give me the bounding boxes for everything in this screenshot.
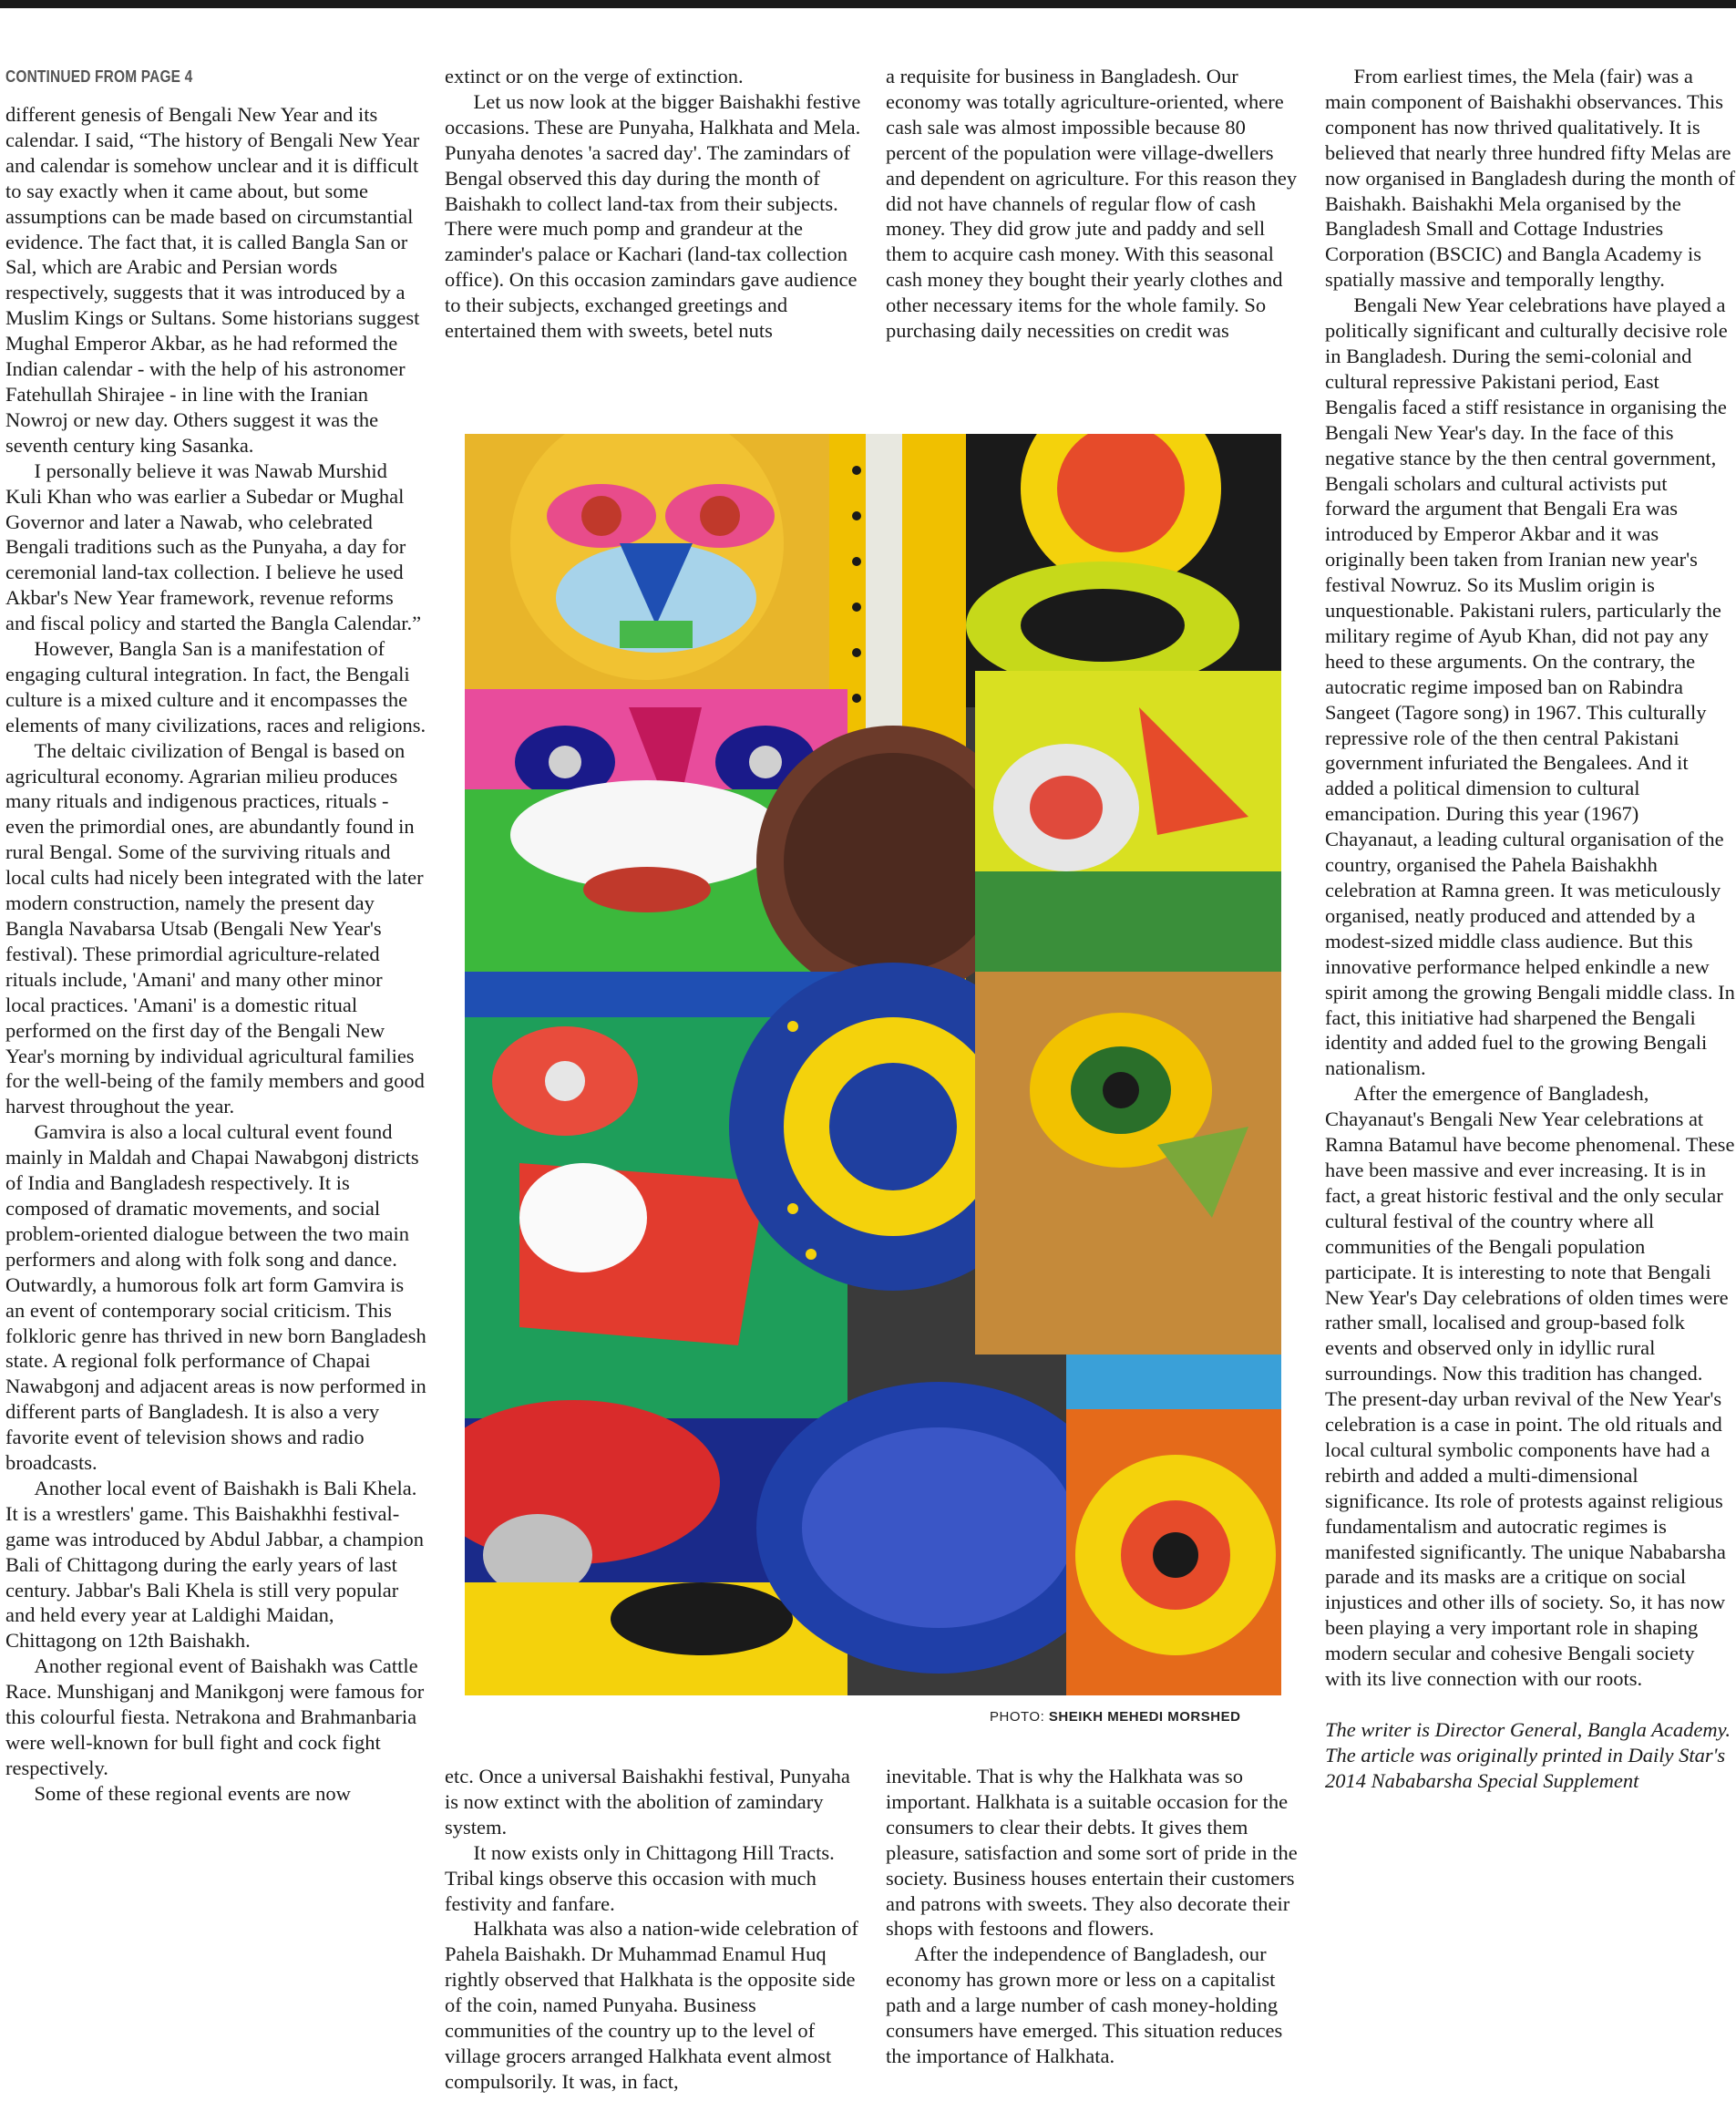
byline-line: The article was originally printed in Daily Star's 2014 Nababarsha Special Supplement bbox=[1325, 1743, 1726, 1792]
article-column-4 bbox=[1325, 64, 1736, 2122]
paragraph: After the independence of Bangladesh, our economy has grown more or less on a capitalist path and a large number of cash money-holding consumers have emerged. This situation reduces the importance of Halkhata. bbox=[886, 1942, 1283, 2067]
article-column-2-top bbox=[445, 64, 866, 401]
paragraph: etc. Once a universal Baishakhi festival, Punyaha is now extinct with the abolition of zamindary system. bbox=[445, 1765, 850, 1839]
byline-line: The writer is Director General, Bangla Academy. bbox=[1325, 1718, 1731, 1741]
paragraph: Halkhata was also a nation-wide celebration of Pahela Baishakh. Dr Muhammad Enamul Huq rightly observed that Halkhata is the opposite side of the coin, named Punyaha. Business communities of the country up to the level of village grocers arranged Halkhata event almost compulsorily. It was, in fact, bbox=[445, 1917, 858, 2093]
photo-credit-name: SHEIKH MEHEDI MORSHED bbox=[1048, 1709, 1241, 1725]
author-byline bbox=[1325, 1717, 1736, 1794]
paragraph: However, Bangla San is a manifestation of engaging cultural integration. In fact, the Bengali culture is a mixed culture and it encompasses the elements of many civilizations, races and religions. bbox=[5, 637, 426, 737]
paragraph: I personally believe it was Nawab Murshid Kuli Khan who was earlier a Subedar or Mughal Governor and later a Nawab, who celebrated Bengali traditions such as the Punyaha, a day for ceremonial land-tax collection. I believe he used Akbar's New Year framework, revenue reforms and fiscal policy and started the Bangla Calendar.” bbox=[5, 458, 422, 635]
paragraph: Another local event of Baishakh is Bali Khela. It is a wrestlers' game. This Baishakhhi festival-game was introduced by Abdul Jabbar, a champion Bali of Chittagong during the early years of last century. Jabbar's Bali Khela is still very popular and held every year at Laldighi Maidan, Chittagong on 12th Baishakh. bbox=[5, 1476, 424, 1653]
paragraph: From earliest times, the Mela (fair) was a main component of Baishakhi observances. This component has now thrived qualitatively. It is believed that nearly three hundred fifty Melas are now organised in Bangladesh during the month of Baishakh. Baishakhi Mela organised by the Bangladesh Small and Cottage Industries Corporation (BSCIC) and Bangla Academy is spatially massive and temporally lengthy. bbox=[1325, 65, 1736, 292]
article-column-3-top bbox=[886, 64, 1307, 401]
paragraph: Gamvira is also a local cultural event found mainly in Maldah and Chapai Nawabgonj districts of India and Bangladesh respectively. It is composed of dramatic movements, and social problem-oriented dialogue between the two main performers and along with folk song and dance. Outwardly, a humorous folk art form Gamvira is an event of contemporary social criticism. This folkloric genre has thrived in new born Bangladesh state. A regional folk performance of Chapai Nawabgonj and adjacent areas is now performed in different parts of Bangladesh. It is also a very favorite event of television shows and radio broadcasts. bbox=[5, 1120, 426, 1475]
paragraph: After the emergence of Bangladesh, Chayanaut's Bengali New Year celebrations at Ramna Batamul have become phenomenal. These have been massive and ever increasing. It is in fact, a great historic festival and the only secular cultural festival of the country where all communities of the Bengali population participate. It is interesting to note that Bengali New Year's Day celebrations of olden times were rather small, localised and group-based folk events and observed only in idyllic rural surroundings. Now this tradition has changed. The present-day urban revival of the New Year's celebration is a case in point. The old rituals and local cultural symbolic components have had a rebirth and added a multi-dimensional significance. Its role of protests against religious fundamentalism and autocratic regimes is manifested significantly. The unique Nababarsha parade and its masks are a critique on social injustices and other ills of society. So, it has now been playing a very important role in shaping modern secular and cohesive Bengali society with its live connection with our roots. bbox=[1325, 1082, 1735, 1691]
paragraph: different genesis of Bengali New Year and its calendar. I said, “The history of Bengali New Year and calendar is somehow unclear and it is difficult to say exactly when it came about, but some assumptions can be made based on circumstantial evidence. The fact that, it is called Bangla San or Sal, which are Arabic and Persian words respectively, suggests that it was introduced by a Muslim Kings or Sultans. Some historians suggest Mughal Emperor Akbar, as he had reformed the Indian calendar - with the help of his astronomer Fatehullah Shirajee - in line with the Iranian Nowroj or new day. Others suggest it was the seventh century king Sasanka. bbox=[5, 103, 420, 457]
article-column-1 bbox=[5, 102, 426, 2122]
paragraph: Let us now look at the bigger Baishakhi festive occasions. These are Punyaha, Halkhata and Mela. Punyaha denotes 'a sacred day'. The zamindars of Bengal observed this day during the month of Baishakh to collect land-tax from their subjects. There were much pomp and grandeur at the zaminder's palace or Kachari (land-tax collection office). On this occasion zamindars gave audience to their subjects, exchanged greetings and entertained them with sweets, betel nuts bbox=[445, 89, 861, 343]
paragraph: It now exists only in Chittagong Hill Tracts. Tribal kings observe this occasion with much festivity and fanfare. bbox=[445, 1840, 835, 1915]
festival-masks-photo bbox=[465, 434, 1281, 1695]
top-rule bbox=[0, 0, 1736, 8]
paragraph: Some of these regional events are now bbox=[34, 1781, 351, 1805]
masks-illustration bbox=[465, 434, 1281, 1695]
paragraph: a requisite for business in Bangladesh. Our economy was totally agriculture-oriented, where cash sale was almost impossible because 80 percent of the population were village-dwellers and dependent on agriculture. For this reason they did not have channels of regular flow of cash money. They did grow jute and paddy and sell them to acquire cash money. With this seasonal cash money they bought their yearly clothes and other necessary items for the whole family. So purchasing daily necessities on credit was bbox=[886, 65, 1298, 343]
article-column-2-bottom bbox=[445, 1764, 866, 2122]
paragraph: inevitable. That is why the Halkhata was so important. Halkhata is a suitable occasion for the consumers to clear their debts. It gives them pleasure, satisfaction and some sort of pride in the society. Business houses entertain their customers and patrons with sweets. They also decorate their shops with festoons and flowers. bbox=[886, 1765, 1298, 1941]
photo-credit bbox=[990, 1709, 1240, 1725]
paragraph: extinct or on the verge of extinction. bbox=[445, 65, 744, 88]
paragraph: The deltaic civilization of Bengal is based on agricultural economy. Agrarian milieu produces many rituals and indigenous practices, rituals - even the primordial ones, are abundantly found in rural Bengal. Some of the surviving rituals and local cults had nicely been integrated with the later modern construction, namely the present day Bangla Navabarsa Utsab (Bengali New Year's festival). These primordial agriculture-related rituals include, 'Amani' and many other minor local practices. 'Amani' is a domestic ritual performed on the first day of the Bengali New Year's morning by individual agricultural families for the well-being of the family members and good harvest throughout the year. bbox=[5, 738, 425, 1118]
paragraph: Another regional event of Baishakh was Cattle Race. Munshiganj and Manikgonj were famous for this colourful fiesta. Netrakona and Brahmanbaria were well-known for bull fight and cock fight respectively. bbox=[5, 1654, 425, 1779]
continued-label: CONTINUED FROM PAGE 4 bbox=[5, 67, 193, 86]
photo-credit-prefix: PHOTO: bbox=[990, 1709, 1045, 1725]
article-column-3-bottom bbox=[886, 1764, 1307, 2122]
paragraph: Bengali New Year celebrations have played a politically significant and culturally decisive role in Bangladesh. During the semi-colonial and cultural repressive Pakistani period, East Bengalis faced a stiff resistance in organising the Bengali New Year's day. In the face of this negative stance by the then central government, Bengali scholars and cultural activists put forward the argument that Bengali Era was introduced by Emperor Akbar and it was originally been taken from Iranian new year's festival Nowruz. So its Muslim origin is unquestionable. Pakistani rulers, particularly the military regime of Ayub Khan, did not pay any heed to these arguments. On the contrary, the autocratic regime imposed ban on Rabindra Sangeet (Tagore song) in 1967. This culturally repressive role of the then central Pakistani government infuriated the Bengalees. And it added a political dimension to cultural emancipation. During this year (1967) Chayanaut, a leading cultural organisation of the country, organised the Pahela Baishakhh celebration at Ramna green. It was meticulously organised, neatly produced and attended by a modest-sized middle class audience. But this innovative performance helped enkindle a new spirit among the growing Bengali middle class. In fact, this initiative had sharpened the Bengali identity and added fuel to the growing Bengali nationalism. bbox=[1325, 294, 1735, 1080]
